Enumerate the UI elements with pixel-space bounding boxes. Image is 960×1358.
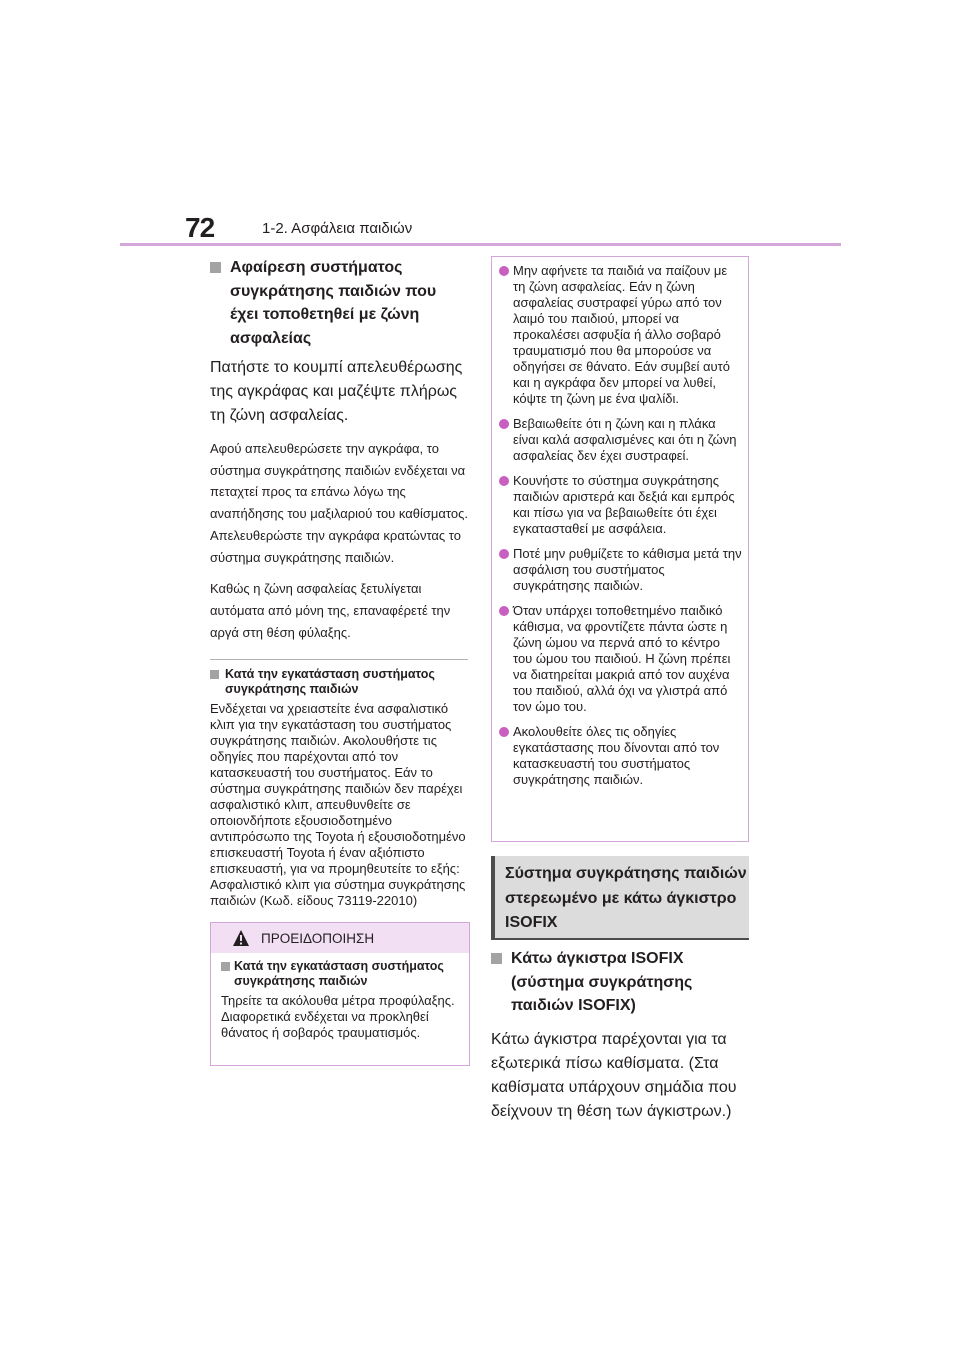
bullet-dot-icon [499, 606, 509, 616]
square-icon [491, 953, 502, 964]
list-item: Μην αφήνετε τα παιδιά να παίζουν με τη ζώνη ασφαλείας. Εάν η ζώνη ασφαλείας συστραφεί γύρω από τον λαιμό του παιδιού, μπορεί να προκαλέσει ασφυξία ή άλλο σοβαρό τραυματισμό που θα μπορούσε να οδηγήσει σε θάνατο. Εάν συμβεί αυτό και η αγκράφα δεν μπορεί να λυθεί, κόψτε τη ζώνη με ένα ψαλίδι. [499, 263, 742, 407]
isofix-paragraph: Κάτω άγκιστρα παρέχονται για τα εξωτερικά πίσω καθίσματα. (Στα καθίσματα υπάρχουν σημάδια που δείχνουν τη θέση των άγκιστρων.) [491, 1030, 737, 1120]
list-item: Ακολουθείτε όλες τις οδηγίες εγκατάστασης που δίνονται από τον κατασκευαστή του συστήματος συγκράτησης παιδιών. [499, 724, 742, 788]
list-item: Βεβαιωθείτε ότι η ζώνη και η πλάκα είναι καλά ασφαλισμένες και ότι η ζώνη ασφαλείας δεν έχει συστραφεί. [499, 416, 742, 464]
removal-heading: Αφαίρεση συστήματος συγκράτησης παιδιών που έχει τοποθετηθεί με ζώνη ασφαλείας [210, 256, 468, 350]
warning-text-2: Διαφορετικά ενδέχεται να προκληθεί θάνατος ή σοβαρός τραυματισμός. [221, 1009, 429, 1040]
warning-header [211, 923, 469, 953]
isofix-heading: Κάτω άγκιστρα ISOFIX (σύστημα συγκράτησης παιδιών ISOFIX) [491, 947, 749, 1018]
bullet-dot-icon [499, 549, 509, 559]
square-icon [221, 962, 230, 971]
bullet-dot-icon [499, 419, 509, 429]
warning-title: ΠΡΟΕΙΔΟΠΟΙΗΣΗ [261, 931, 375, 946]
retract-note: Καθώς η ζώνη ασφαλείας ξετυλίγεται αυτόματα από μόνη της, επαναφέρετέ την αργά στη θέση φύλαξης. [210, 581, 451, 640]
bullet-dot-icon [499, 727, 509, 737]
warning-box [210, 922, 470, 1066]
warning-text-1: Τηρείτε τα ακόλουθα μέτρα προφύλαξης. [221, 993, 455, 1008]
isofix-section [491, 947, 749, 1124]
install-note: Ενδέχεται να χρειαστείτε ένα ασφαλιστικό κλιπ για την εγκατάσταση του συστήματος συγκράτησης παιδιών. Ακολουθήστε τις οδηγίες που παρέχονται από τον κατασκευαστή του συστήματος. Εάν το σύστημα συγκράτησης παιδιών δεν παρέχει ασφαλιστικό κλιπ, απευθυνθείτε σε οποιονδήποτε εξουσιοδοτημένο αντιπρόσωπο της Toyota ή εξουσιοδοτημένο επισκευαστή Toyota ή έναν αξιόπιστο επισκευαστή, για να προμηθευτείτε το εξής: Ασφαλιστικό κλιπ για σύστημα συγκράτησης παιδιών (Κωδ. είδους 73119-22010) [210, 701, 466, 909]
install-subheading: Κατά την εγκατάσταση συστήματος συγκράτησης παιδιών [210, 667, 468, 697]
header-rule [120, 243, 841, 246]
isofix-title-box [491, 856, 749, 940]
removal-note: Αφού απελευθερώσετε την αγκράφα, το σύστημα συγκράτησης παιδιών ενδέχεται να πεταχτεί προς τα επάνω λόγω της αναπήδησης του μαξιλαριού του καθίσματος. Απελευθερώστε την αγκράφα κρατώντας το σύστημα συγκράτησης παιδιών. [210, 441, 468, 565]
list-item: Ποτέ μην ρυθμίζετε το κάθισμα μετά την ασφάλιση του συστήματος συγκράτησης παιδιών. [499, 546, 742, 594]
list-item: Όταν υπάρχει τοποθετημένο παιδικό κάθισμα, να φροντίζετε πάντα ώστε η ζώνη ώμου να περνά από το κέντρο του ώμου του παιδιού. Η ζώνη πρέπει να διατηρείται μακριά από τον αυχένα του παιδιού, αλλά όχι να γλιστρά από τον ώμο του. [499, 603, 742, 715]
caution-bullets-box [491, 256, 749, 842]
removal-instruction: Πατήστε το κουμπί απελευθέρωσης της αγκράφας και μαζέψτε πλήρως τη ζώνη ασφαλείας. [210, 359, 463, 424]
bullet-dot-icon [499, 476, 509, 486]
list-item: Κουνήστε το σύστημα συγκράτησης παιδιών αριστερά και δεξιά και εμπρός και πίσω για να βεβαιωθείτε ότι έχει εγκατασταθεί με ασφάλεια. [499, 473, 742, 537]
page-header [0, 0, 960, 250]
square-icon [210, 670, 219, 679]
page-number: 72 [185, 212, 215, 243]
section-title: 1-2. Ασφάλεια παιδιών [262, 220, 413, 237]
warning-icon [232, 929, 250, 947]
warning-subheading: Κατά την εγκατάσταση συστήματος συγκράτησης παιδιών [221, 959, 459, 989]
bullet-dot-icon [499, 266, 509, 276]
square-icon [210, 262, 221, 273]
isofix-title: Σύστημα συγκράτησης παιδιών στερεωμένο με κάτω άγκιστρο ISOFIX [505, 865, 747, 931]
left-column [210, 256, 468, 909]
divider [210, 659, 468, 660]
warning-body [211, 953, 469, 1041]
